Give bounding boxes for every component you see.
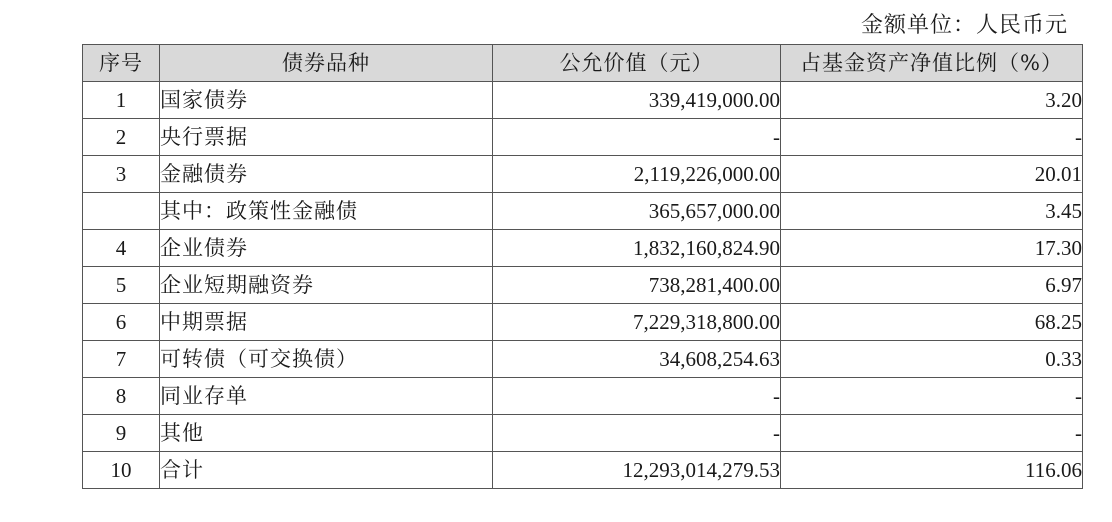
cell-fair-value: 1,832,160,824.90 (493, 230, 781, 267)
table-row (83, 230, 1083, 267)
cell-seq: 3 (83, 156, 160, 193)
cell-bond-type: 金融债券 (160, 156, 493, 193)
cell-nav-ratio: 6.97 (781, 267, 1083, 304)
cell-nav-ratio: - (781, 378, 1083, 415)
cell-seq: 9 (83, 415, 160, 452)
cell-nav-ratio: 68.25 (781, 304, 1083, 341)
table-row (83, 341, 1083, 378)
cell-bond-type: 其中：政策性金融债 (160, 193, 493, 230)
bond-holdings-table (82, 44, 1083, 489)
cell-bond-type: 合计 (160, 452, 493, 489)
cell-fair-value: 12,293,014,279.53 (493, 452, 781, 489)
cell-nav-ratio: 20.01 (781, 156, 1083, 193)
cell-nav-ratio: 17.30 (781, 230, 1083, 267)
cell-nav-ratio: 116.06 (781, 452, 1083, 489)
cell-nav-ratio: 3.20 (781, 82, 1083, 119)
header-fair-value: 公允价值（元） (493, 45, 781, 82)
cell-seq: 8 (83, 378, 160, 415)
cell-bond-type: 企业短期融资券 (160, 267, 493, 304)
table-header-row (83, 45, 1083, 82)
cell-bond-type: 可转债（可交换债） (160, 341, 493, 378)
cell-nav-ratio: 0.33 (781, 341, 1083, 378)
cell-fair-value: - (493, 119, 781, 156)
cell-fair-value: 7,229,318,800.00 (493, 304, 781, 341)
table-row (83, 304, 1083, 341)
cell-fair-value: 339,419,000.00 (493, 82, 781, 119)
cell-seq: 1 (83, 82, 160, 119)
cell-seq: 7 (83, 341, 160, 378)
cell-seq: 6 (83, 304, 160, 341)
cell-seq: 4 (83, 230, 160, 267)
cell-nav-ratio: 3.45 (781, 193, 1083, 230)
table-row-total (83, 452, 1083, 489)
cell-seq (83, 193, 160, 230)
table-row (83, 119, 1083, 156)
table-row (83, 156, 1083, 193)
header-nav-ratio: 占基金资产净值比例（%） (781, 45, 1083, 82)
table-row (83, 82, 1083, 119)
cell-seq: 10 (83, 452, 160, 489)
header-seq: 序号 (83, 45, 160, 82)
cell-fair-value: 365,657,000.00 (493, 193, 781, 230)
cell-seq: 2 (83, 119, 160, 156)
table-row (83, 415, 1083, 452)
cell-seq: 5 (83, 267, 160, 304)
cell-fair-value: 738,281,400.00 (493, 267, 781, 304)
table-row (83, 378, 1083, 415)
cell-fair-value: - (493, 378, 781, 415)
cell-bond-type: 同业存单 (160, 378, 493, 415)
unit-note: 金额单位：人民币元 (860, 13, 1068, 38)
cell-bond-type: 央行票据 (160, 119, 493, 156)
table-row (83, 267, 1083, 304)
cell-bond-type: 其他 (160, 415, 493, 452)
cell-nav-ratio: - (781, 415, 1083, 452)
header-bond-type: 债券品种 (160, 45, 493, 82)
cell-fair-value: - (493, 415, 781, 452)
cell-bond-type: 国家债券 (160, 82, 493, 119)
cell-bond-type: 企业债券 (160, 230, 493, 267)
cell-nav-ratio: - (781, 119, 1083, 156)
table-row (83, 193, 1083, 230)
cell-fair-value: 34,608,254.63 (493, 341, 781, 378)
cell-bond-type: 中期票据 (160, 304, 493, 341)
cell-fair-value: 2,119,226,000.00 (493, 156, 781, 193)
